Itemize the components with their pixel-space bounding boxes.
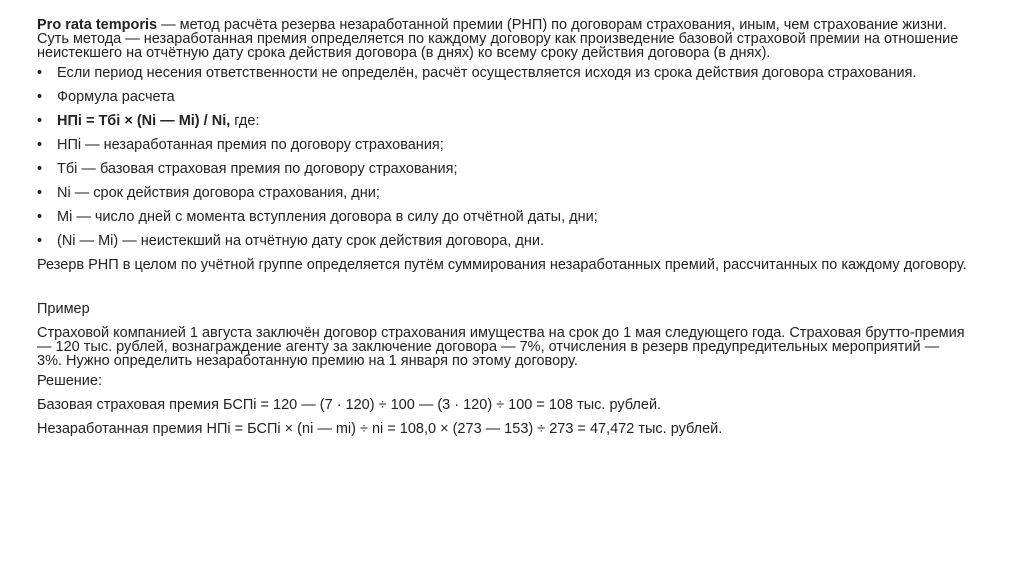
bullet-icon: • — [37, 209, 43, 225]
slide-content — [37, 18, 967, 442]
intro-paragraph — [37, 18, 967, 60]
list-item — [37, 66, 967, 80]
bullet-text: Формула расчета — [57, 89, 175, 105]
bullet-icon: • — [37, 137, 43, 153]
bullet-text: Ni — срок действия договора страхования, дни; — [57, 185, 380, 201]
example-text: Страховой компанией 1 августа заключён договор страхования имущества на срок до 1 мая следующего года. Страховая брутто-премия — 120 тыс. рублей, вознаграждение агенту за заключение договора — 7%, отчисления в резерв предупредительных мероприятий — 3%. Нужно определить незаработанную премию на 1 января по этому договору. — [37, 325, 965, 369]
solution-line-1: Базовая страховая премия БСПi = 120 — (7 · 120) ÷ 100 — (3 · 120) ÷ 100 = 108 тыс. рублей. — [37, 397, 662, 413]
solution-line-2: Незаработанная премия НПi = БСПi × (ni — mi) ÷ ni = 108,0 × (273 — 153) ÷ 273 = 47,472 тыс. рублей. — [37, 421, 723, 437]
list-item — [37, 186, 967, 200]
intro-text: — метод расчёта резерва незаработанной премии (РНП) по договорам страхования, иным, чем страхование жизни. Суть метода — незаработанная премия определяется по каждому договору как произведение базовой страховой премии на отношение неистекшего на отчётную дату срока действия договора (в днях) ко всему сроку действия договора (в днях). — [37, 17, 959, 61]
list-item — [37, 210, 967, 224]
bullet-icon: • — [37, 65, 43, 81]
list-item — [37, 90, 967, 104]
bullet-icon: • — [37, 89, 43, 105]
bullet-text: Тбi — базовая страховая премия по договору страхования; — [57, 161, 458, 177]
bullet-text: Mi — число дней с момента вступления договора в силу до отчётной даты, дни; — [57, 209, 598, 225]
formula-text: НПi = Тбi × (Ni — Mi) / Ni, — [57, 113, 231, 129]
bullet-icon: • — [37, 233, 43, 249]
bullet-icon: • — [37, 113, 43, 129]
list-item — [37, 162, 967, 176]
list-item — [37, 138, 967, 152]
list-item — [37, 114, 967, 128]
list-item — [37, 234, 967, 248]
intro-term: Pro rata temporis — [37, 17, 158, 33]
solution-label: Решение: — [37, 373, 102, 389]
bullet-icon: • — [37, 185, 43, 201]
bullet-icon: • — [37, 161, 43, 177]
spacer — [37, 278, 967, 302]
formula-suffix: где: — [230, 113, 260, 129]
bullet-text: НПi — незаработанная премия по договору страхования; — [57, 137, 444, 153]
example-heading: Пример — [37, 301, 90, 317]
bullet-text: (Ni — Mi) — неистекший на отчётную дату срок действия договора, дни. — [57, 233, 545, 249]
summary-paragraph: Резерв РНП в целом по учётной группе определяется путём суммирования незаработанных премий, рассчитанных по каждому договору. — [37, 257, 967, 273]
bullet-text: Если период несения ответственности не определён, расчёт осуществляется исходя из срока действия договора страхования. — [57, 65, 917, 81]
